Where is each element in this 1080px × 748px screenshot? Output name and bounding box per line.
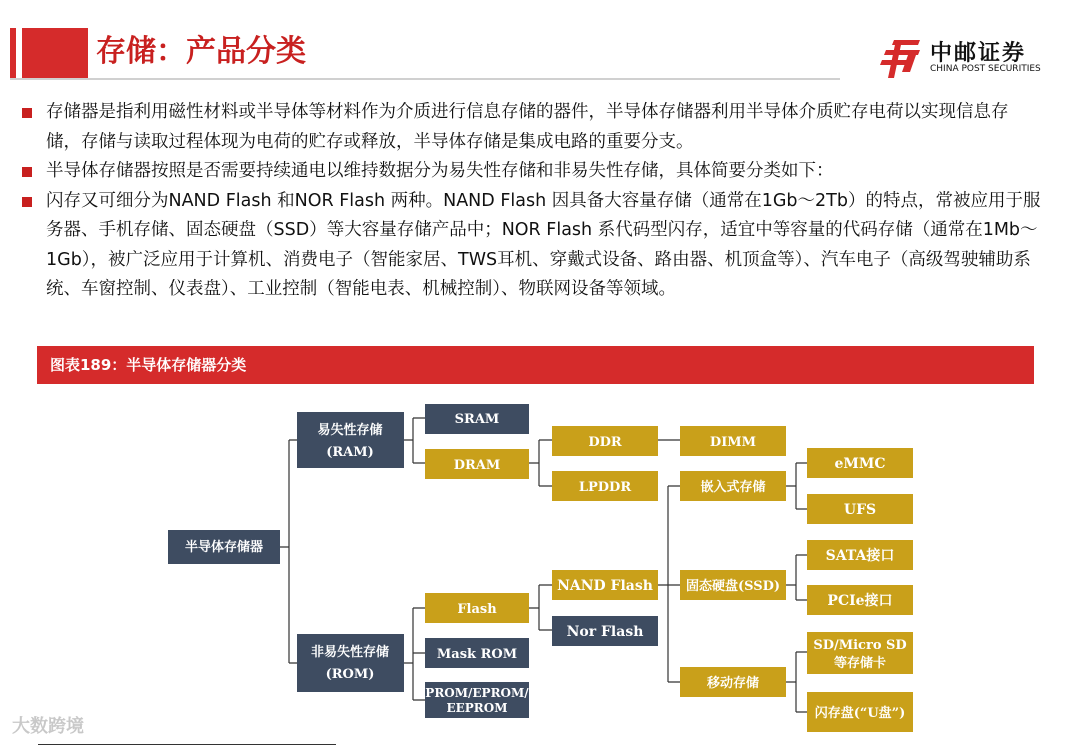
mobile-storage-node [680,667,786,697]
nand-flash-node [552,570,658,600]
sata-node [807,540,913,570]
watermark: 大数跨境 [12,716,84,737]
svg-text:非易失性存储: 非易失性存储 [310,645,390,660]
svg-text:移动存储: 移动存储 [706,676,760,691]
sram-node [425,404,529,434]
svg-text:半导体存储器: 半导体存储器 [184,540,264,555]
storage-classification-diagram [0,390,1080,748]
root-node [168,530,280,564]
logo-english-name: CHINA POST SECURITIES [930,64,1041,74]
svg-text:SATA接口: SATA接口 [825,548,895,564]
flash-node [425,593,529,623]
svg-text:固态硬盘(SSD): 固态硬盘(SSD) [685,579,781,594]
china-post-logo-icon [880,38,922,78]
mask-rom-node [425,638,529,668]
title-accent-bar [10,28,88,80]
sd-card-node [807,632,913,674]
bullet-item: 闪存又可细分为NAND Flash 和NOR Flash 两种。NAND Flash 因具备大容量存储（通常在1Gb～2Tb）的特点，常被应用于服务器、手机存储、固态硬盘（SSD）等大容量存储产品中；NOR Flash 系代码型闪存，适宜中等容量的代码存储（通常在1Mb～1Gb），被广泛应用于计算机、消费电子（智能家居、TWS耳机、穿戴式设备、路由器、机顶盒等）、汽车电子（高级驾驶辅助系统、车窗控制、仪表盘）、工业控制（智能电表、机械控制）、物联网设备等领域。 [22,187,1042,305]
svg-text:PCIe接口: PCIe接口 [827,593,893,609]
svg-text:(ROM): (ROM) [325,667,375,682]
svg-text:易失性存储: 易失性存储 [317,423,383,438]
bottom-divider [38,744,336,745]
svg-text:eMMC: eMMC [834,456,886,472]
logo-chinese-name: 中邮证券 [930,41,1027,66]
figure-caption: 图表189：半导体存储器分类 [37,346,1034,384]
svg-text:SD/Micro SD: SD/Micro SD [813,638,907,653]
company-logo [880,34,1050,82]
page-title: 存储：产品分类 [96,34,306,69]
dimm-node [680,426,786,456]
svg-text:Mask ROM: Mask ROM [436,647,518,662]
bullet-item: 存储器是指利用磁性材料或半导体等材料作为介质进行信息存储的器件，半导体存储器利用半导体介质贮存电荷以实现信息存储，存储与读取过程体现为电荷的贮存或释放，半导体存储是集成电路的重要分支。 [22,98,1042,157]
svg-text:等存储卡: 等存储卡 [833,656,887,671]
svg-text:NAND Flash: NAND Flash [557,578,653,594]
emmc-node [807,448,913,478]
prom-eeprom-node [425,682,529,718]
svg-text:LPDDR: LPDDR [578,480,632,495]
udisk-node [807,692,913,732]
svg-text:UFS: UFS [843,502,877,518]
svg-text:DDR: DDR [588,435,622,450]
nor-flash-node [552,616,658,646]
lpddr-node [552,471,658,501]
svg-text:Flash: Flash [457,602,497,617]
svg-text:Nor Flash: Nor Flash [566,624,644,640]
ssd-node [680,570,786,600]
svg-text:SRAM: SRAM [454,412,500,427]
title-divider [10,78,840,80]
svg-text:EEPROM: EEPROM [446,701,508,715]
bullet-list [22,98,1042,305]
nonvolatile-rom-node [297,634,404,692]
bullet-item: 半导体存储器按照是否需要持续通电以维持数据分为易失性存储和非易失性存储，具体简要分类如下： [22,157,1042,187]
pcie-node [807,585,913,615]
ddr-node [552,426,658,456]
volatile-ram-node [297,412,404,468]
svg-text:(RAM): (RAM) [326,445,374,460]
dram-node [425,449,529,479]
svg-text:DIMM: DIMM [709,435,757,450]
svg-text:DRAM: DRAM [453,458,501,473]
svg-text:PROM/EPROM/: PROM/EPROM/ [425,686,529,700]
svg-text:闪存盘(“U盘”): 闪存盘(“U盘”) [814,706,906,721]
embedded-storage-node [680,471,786,501]
svg-text:嵌入式存储: 嵌入式存储 [700,480,766,495]
ufs-node [807,494,913,524]
